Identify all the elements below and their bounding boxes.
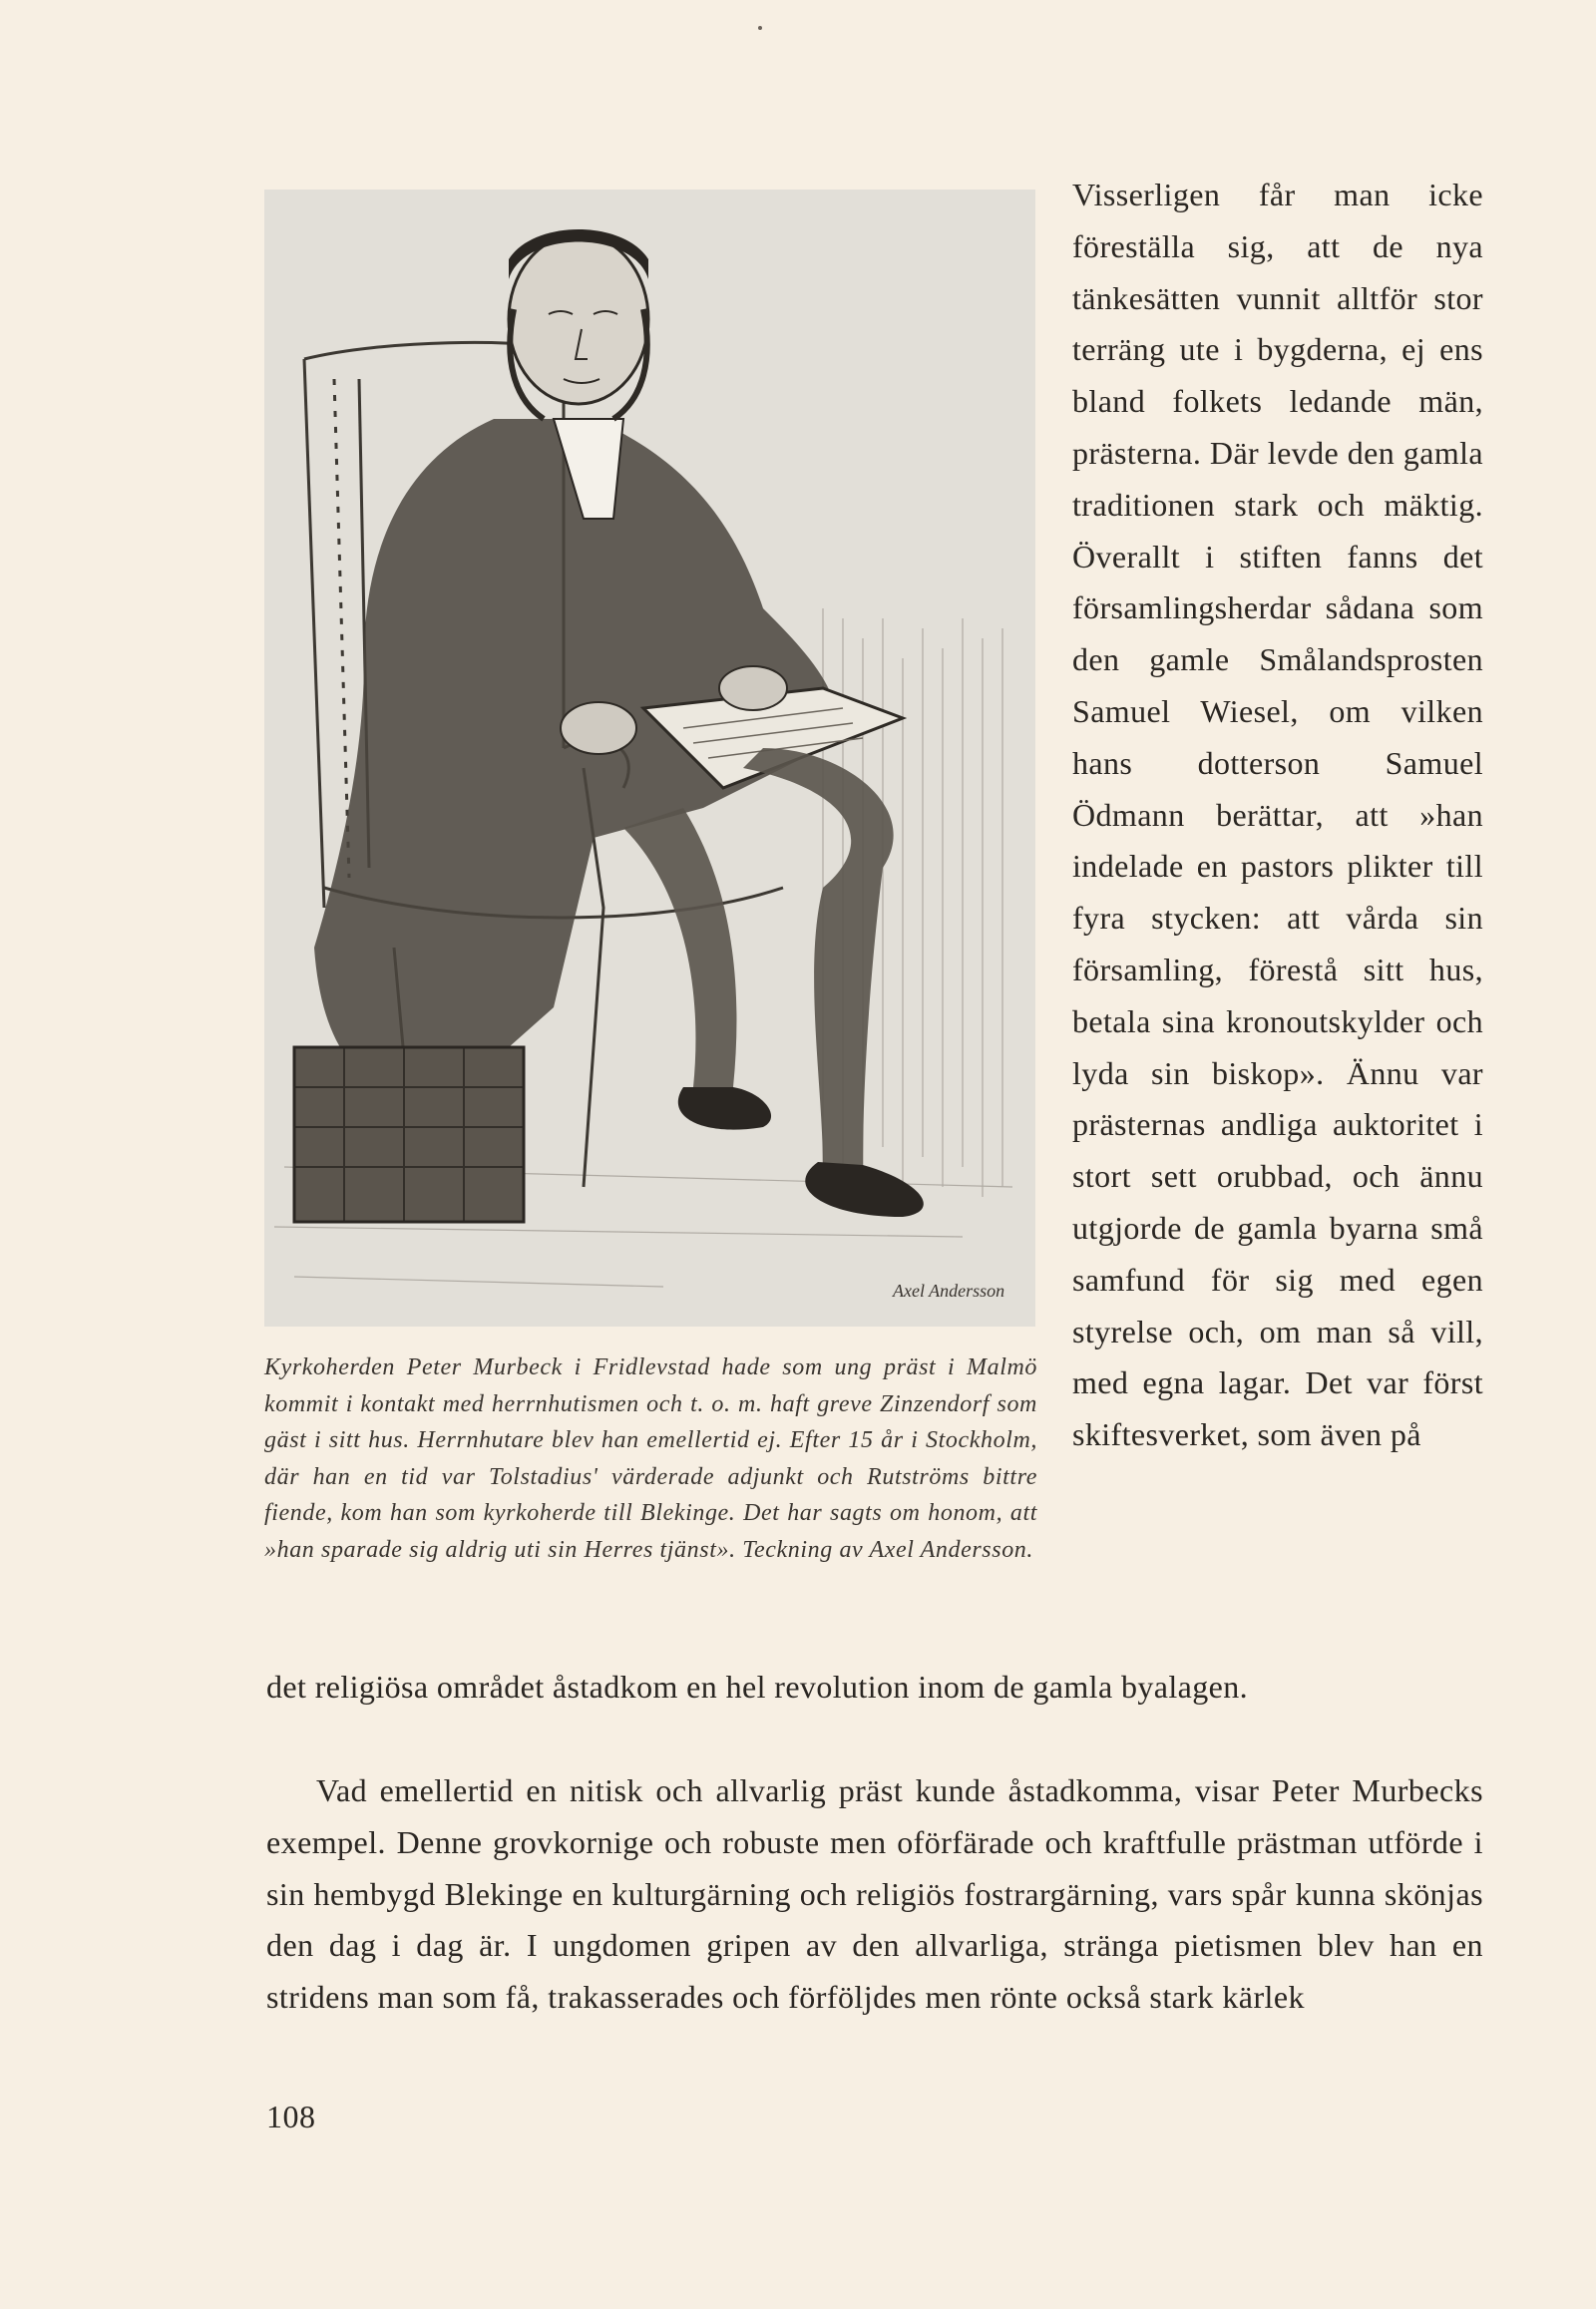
print-mark <box>758 26 762 30</box>
artist-signature: Axel Andersson <box>893 1281 1005 1301</box>
illustration-caption: Kyrkoherden Peter Murbeck i Fridlevstad hade som ung präst i Malmö kommit i kontakt med herrnhutismen och t. o. m. haft greve Zinzendorf som gäst i sitt hus. Herrnhutare blev han emellertid ej. Efter 15 år i Stockholm, där han en tid var Tolstadius' värderade adjunkt och Rutströms bittre fiende, kom han som kyrkoherde till Blekinge. Det har sagts om honom, att »han sparade sig aldrig uti sin Herres tjänst». Teckning av Axel Andersson. <box>264 1354 1037 1563</box>
body-text-column: Visserligen får man icke föreställa sig, att de nya tänkesätten vunnit alltför stor terräng ute i bygderna, ej ens bland folkets ledande män, prästerna. Där levde den gamla traditionen stark och mäktig. Överallt i stiften fanns det församlingsherdar sådana som den gamle Smålandsprosten Samuel Wiesel, om vilken hans dotterson Samuel Ödmann berättar, att »han indelade en pastors plikter till fyra stycken: att vårda sin församling, förestå sitt hus, betala sina kronoutskylder och lyda sin biskop». Ännu var prästernas andliga auktoritet i stort sett orubbad, och ännu utgjorde de gamla byarna små samfund för sig med egen styrelse och, om man så vill, med egna lagar. Det var först skiftesverket, som även på <box>1072 177 1483 1453</box>
page-number: 108 <box>266 2099 316 2134</box>
pen-drawing-of-priest <box>264 190 1035 1327</box>
portrait-illustration <box>264 190 1035 1327</box>
body-text-continuation: det religiösa området åstadkom en hel revolution inom de gamla byalagen. <box>266 1669 1249 1705</box>
body-paragraph-2: Vad emellertid en nitisk och allvarlig präst kunde åstadkomma, visar Peter Murbecks exempel. Denne grovkornige och robuste men oförfärade och kraftfulle prästman utförde i sin hembygd Blekinge en kulturgärning och religiös fostrargärning, vars spår kunna skönjas den dag i dag är. I ungdomen gripen av den allvarliga, stränga pietismen blev han en stridens man som få, trakasserades och förföljdes men rönte också stark kärlek <box>266 1772 1483 2016</box>
